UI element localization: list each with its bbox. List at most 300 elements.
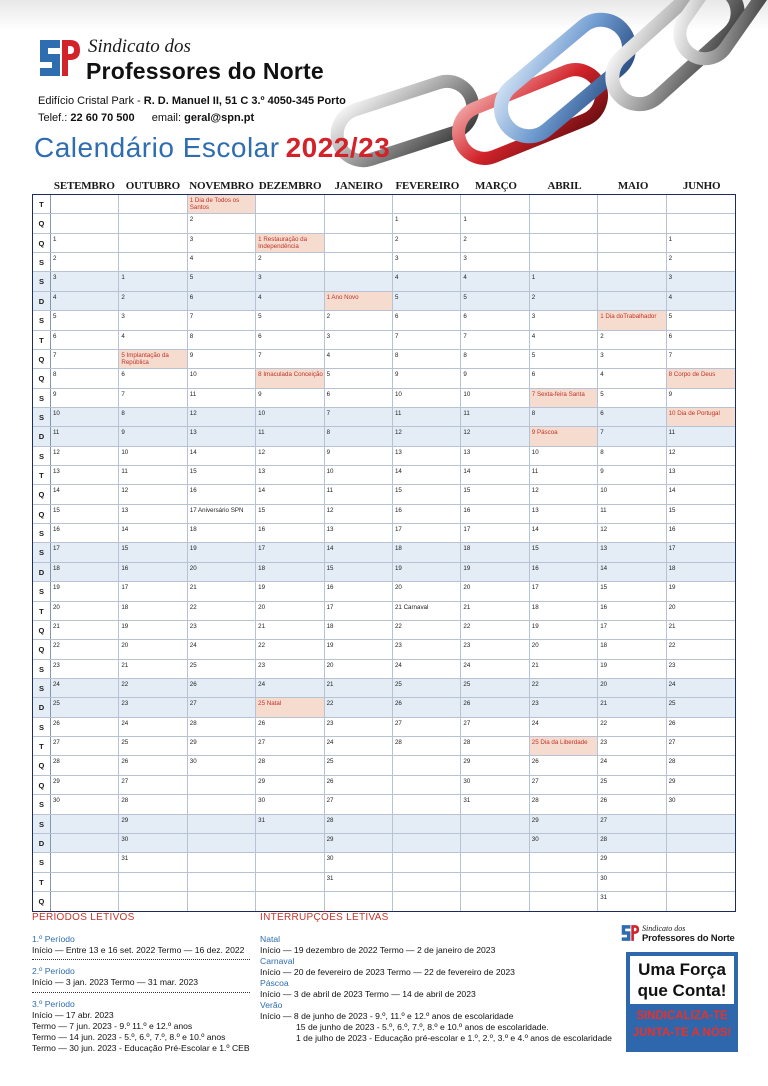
day-cell: 28 bbox=[325, 815, 393, 833]
day-cell: 26 bbox=[598, 795, 666, 813]
day-cell: 1 bbox=[393, 214, 461, 232]
day-cell: 12 bbox=[256, 447, 324, 465]
periodo-3-head: 3.º Período bbox=[32, 999, 75, 1009]
day-cell bbox=[393, 873, 461, 891]
day-cell bbox=[51, 853, 119, 871]
day-cell: 12 bbox=[598, 524, 666, 542]
weekday-label: Q bbox=[33, 234, 51, 252]
weekday-label: T bbox=[33, 873, 51, 891]
calendar-row bbox=[33, 718, 735, 737]
day-cell: 26 bbox=[256, 718, 324, 736]
day-cell: 23 bbox=[530, 698, 598, 716]
day-cell: 22 bbox=[325, 698, 393, 716]
calendar-row bbox=[33, 485, 735, 504]
day-cell: 28 bbox=[530, 795, 598, 813]
day-cell: 3 bbox=[188, 234, 256, 252]
holiday-cell: 1 Dia de Todos os Santos bbox=[188, 195, 256, 213]
day-cell: 6 bbox=[256, 331, 324, 349]
day-cell: 27 bbox=[256, 737, 324, 755]
day-cell: 17 bbox=[530, 582, 598, 600]
weekday-label: Q bbox=[33, 369, 51, 387]
day-cell: 22 bbox=[668, 642, 676, 650]
day-cell: 27 bbox=[461, 718, 529, 736]
day-cell: 24 bbox=[119, 718, 187, 736]
day-cell bbox=[325, 234, 393, 252]
day-cell bbox=[667, 834, 735, 852]
verao-line: Início — 8 de junho de 2023 - 9.º, 11.º e 12.º anos de escolaridade bbox=[260, 1011, 514, 1021]
day-cell: 27 bbox=[188, 698, 256, 716]
day-cell: 11 bbox=[256, 427, 324, 445]
day-cell: 13 bbox=[530, 505, 598, 523]
day-cell: 15 bbox=[256, 505, 324, 523]
calendar-row bbox=[33, 311, 735, 330]
day-cell: 8 bbox=[598, 447, 666, 465]
day-cell: 30 bbox=[119, 834, 187, 852]
day-cell: 22 bbox=[598, 718, 666, 736]
day-cell bbox=[530, 253, 598, 271]
day-cell: 29 bbox=[461, 756, 529, 774]
day-cell: 18 bbox=[530, 602, 598, 620]
day-cell: 31 bbox=[461, 795, 529, 813]
day-cell: 27 bbox=[119, 776, 187, 794]
day-cell: 5 bbox=[393, 292, 461, 310]
day-cell: 29 bbox=[668, 777, 676, 785]
email-label: email: bbox=[151, 112, 182, 124]
day-cell: 6 bbox=[598, 408, 666, 426]
day-cell: 22 bbox=[51, 640, 119, 658]
day-cell: 30 bbox=[256, 795, 324, 813]
day-cell: 20 bbox=[325, 660, 393, 678]
day-cell: 19 bbox=[598, 660, 666, 678]
day-cell: 28 bbox=[668, 758, 676, 766]
day-cell bbox=[393, 815, 461, 833]
day-cell bbox=[393, 756, 461, 774]
holiday-cell: 25 Natal bbox=[256, 698, 324, 716]
day-cell: 25 bbox=[393, 679, 461, 697]
day-cell: 24 bbox=[461, 660, 529, 678]
day-cell: 19 bbox=[51, 582, 119, 600]
day-cell: 25 bbox=[51, 698, 119, 716]
calendar-row bbox=[33, 369, 735, 388]
holiday-cell: 8 Imaculada Conceição bbox=[256, 369, 324, 387]
day-cell: 21 bbox=[598, 698, 666, 716]
day-cell: 9 bbox=[119, 427, 187, 445]
day-cell bbox=[188, 853, 256, 871]
day-cell: 6 bbox=[530, 369, 598, 387]
weekday-label: D bbox=[33, 563, 51, 581]
day-cell bbox=[51, 195, 119, 213]
day-cell: 13 bbox=[119, 505, 187, 523]
day-cell: 3 bbox=[51, 272, 119, 290]
day-cell bbox=[667, 195, 735, 213]
day-cell: 28 bbox=[393, 737, 461, 755]
periodo-3 bbox=[32, 999, 250, 1054]
day-cell bbox=[667, 815, 735, 833]
day-cell: 24 bbox=[530, 718, 598, 736]
promo-box[interactable] bbox=[620, 922, 738, 1052]
day-cell: 25 bbox=[325, 756, 393, 774]
day-cell: 27 bbox=[325, 795, 393, 813]
day-cell: 23 bbox=[325, 718, 393, 736]
day-cell: 20 bbox=[256, 602, 324, 620]
interrupcoes-title: INTERRUPÇÕES LETIVAS bbox=[260, 912, 389, 923]
day-cell: 11 bbox=[598, 505, 666, 523]
calendar-row bbox=[33, 815, 735, 834]
day-cell: 25 bbox=[461, 679, 529, 697]
weekday-label: S bbox=[33, 853, 51, 871]
day-cell: 18 bbox=[668, 564, 676, 572]
day-cell: 21 bbox=[325, 679, 393, 697]
day-cell: 13 bbox=[51, 466, 119, 484]
day-cell: 23 bbox=[461, 640, 529, 658]
day-cell bbox=[598, 214, 666, 232]
day-cell: 4 bbox=[51, 292, 119, 310]
day-cell: 8 bbox=[119, 408, 187, 426]
day-cell: 16 bbox=[188, 485, 256, 503]
weekday-label: S bbox=[33, 311, 51, 329]
day-cell: 16 bbox=[461, 505, 529, 523]
email-link[interactable]: geral@spn.pt bbox=[184, 112, 255, 124]
periodo-1 bbox=[32, 934, 244, 956]
day-cell: 11 bbox=[325, 485, 393, 503]
day-cell: 7 bbox=[393, 331, 461, 349]
day-cell: 29 bbox=[256, 776, 324, 794]
day-cell: 20 bbox=[598, 679, 666, 697]
day-cell: 14 bbox=[598, 563, 666, 581]
day-cell: 17 bbox=[51, 543, 119, 561]
calendar-row bbox=[33, 756, 735, 775]
day-cell: 5 bbox=[598, 389, 666, 407]
day-cell: 31 bbox=[119, 853, 187, 871]
weekday-label: S bbox=[33, 447, 51, 465]
day-cell: 17 bbox=[325, 602, 393, 620]
promo-call bbox=[630, 1008, 734, 1042]
day-cell: 12 bbox=[668, 448, 676, 456]
day-cell: 20 bbox=[668, 603, 676, 611]
day-cell: 30 bbox=[188, 756, 256, 774]
day-cell bbox=[461, 873, 529, 891]
day-cell: 15 bbox=[598, 582, 666, 600]
day-cell: 14 bbox=[668, 487, 676, 495]
day-cell: 10 bbox=[188, 369, 256, 387]
day-cell: 29 bbox=[325, 834, 393, 852]
day-cell: 11 bbox=[461, 408, 529, 426]
day-cell: 15 bbox=[461, 485, 529, 503]
weekday-label: Q bbox=[33, 485, 51, 503]
day-cell: 2 bbox=[325, 311, 393, 329]
day-cell: 24 bbox=[51, 679, 119, 697]
day-cell bbox=[188, 815, 256, 833]
address-lead: Edifício Cristal Park - bbox=[38, 95, 144, 107]
phone-number[interactable]: 22 60 70 500 bbox=[70, 112, 135, 124]
day-cell: 31 bbox=[325, 873, 393, 891]
day-cell: 30 bbox=[325, 853, 393, 871]
weekday-label: Q bbox=[33, 776, 51, 794]
periodo-3-line: Termo — 7 jun. 2023 - 9.º 11.º e 12.º anos bbox=[32, 1021, 193, 1031]
day-cell bbox=[598, 253, 666, 271]
weekday-label: Q bbox=[33, 214, 51, 232]
header bbox=[0, 0, 768, 180]
day-cell bbox=[530, 853, 598, 871]
day-cell bbox=[119, 253, 187, 271]
day-cell: 27 bbox=[668, 739, 676, 747]
calendar-row bbox=[33, 698, 735, 717]
day-cell: 17 bbox=[119, 582, 187, 600]
day-cell bbox=[119, 214, 187, 232]
calendar-row bbox=[33, 563, 735, 582]
day-cell: 25 bbox=[598, 776, 666, 794]
day-cell: 17 bbox=[668, 545, 676, 553]
day-cell: 9 bbox=[325, 447, 393, 465]
holiday-cell: 1 Ano Novo bbox=[325, 292, 393, 310]
weekday-label: S bbox=[33, 582, 51, 600]
interrupcoes-list bbox=[260, 934, 612, 1044]
calendar-row bbox=[33, 253, 735, 272]
day-cell: 1 bbox=[530, 272, 598, 290]
day-cell bbox=[256, 834, 324, 852]
pascoa-text: Início — 3 de abril de 2023 Termo — 14 de abril de 2023 bbox=[260, 989, 476, 999]
day-cell: 12 bbox=[188, 408, 256, 426]
day-cell: 2 bbox=[119, 292, 187, 310]
day-cell: 30 bbox=[51, 795, 119, 813]
holiday-cell: 9 Páscoa bbox=[530, 427, 598, 445]
day-cell: 13 bbox=[668, 468, 676, 476]
day-cell: 2 bbox=[461, 234, 529, 252]
weekday-label: D bbox=[33, 427, 51, 445]
weekday-label: T bbox=[33, 466, 51, 484]
day-cell: 7 bbox=[256, 350, 324, 368]
promo-org-big: Professores do Norte bbox=[642, 933, 735, 944]
day-cell: 23 bbox=[393, 640, 461, 658]
day-cell: 12 bbox=[325, 505, 393, 523]
calendar-row bbox=[33, 660, 735, 679]
weekday-label: S bbox=[33, 253, 51, 271]
day-cell: 13 bbox=[598, 543, 666, 561]
day-cell: 5 bbox=[256, 311, 324, 329]
day-cell: 9 bbox=[461, 369, 529, 387]
periodo-3-line: Início — 17 abr. 2023 bbox=[32, 1010, 114, 1020]
day-cell: 18 bbox=[325, 621, 393, 639]
day-cell bbox=[119, 234, 187, 252]
day-cell: 28 bbox=[461, 737, 529, 755]
day-cell: 29 bbox=[530, 815, 598, 833]
calendar-grid bbox=[32, 194, 736, 912]
day-cell: 11 bbox=[393, 408, 461, 426]
day-cell: 18 bbox=[393, 543, 461, 561]
day-cell: 20 bbox=[530, 640, 598, 658]
calendar-row bbox=[33, 389, 735, 408]
day-cell: 8 bbox=[51, 369, 119, 387]
day-cell: 31 bbox=[256, 815, 324, 833]
day-cell: 18 bbox=[461, 543, 529, 561]
day-cell: 8 bbox=[461, 350, 529, 368]
day-cell bbox=[393, 776, 461, 794]
month-header: DEZEMBRO bbox=[258, 180, 322, 192]
day-cell: 4 bbox=[393, 272, 461, 290]
day-cell bbox=[598, 272, 666, 290]
day-cell: 21 bbox=[461, 602, 529, 620]
org-name-small: Sindicato dos bbox=[88, 36, 191, 57]
holiday-cell: 7 Sexta-feira Santa bbox=[530, 389, 598, 407]
weekday-label: Q bbox=[33, 350, 51, 368]
day-cell: 24 bbox=[188, 640, 256, 658]
promo-slogan bbox=[630, 956, 734, 1004]
day-cell: 7 bbox=[188, 311, 256, 329]
day-cell: 4 bbox=[530, 331, 598, 349]
day-cell: 28 bbox=[188, 718, 256, 736]
day-cell: 11 bbox=[530, 466, 598, 484]
day-cell: 23 bbox=[256, 660, 324, 678]
day-cell: 27 bbox=[530, 776, 598, 794]
day-cell bbox=[393, 195, 461, 213]
day-cell: 5 bbox=[668, 313, 673, 321]
day-cell: 5 bbox=[51, 311, 119, 329]
weekday-label: S bbox=[33, 795, 51, 813]
promo-banner bbox=[626, 952, 738, 1052]
day-cell: 23 bbox=[598, 737, 666, 755]
day-cell bbox=[461, 815, 529, 833]
pascoa-head: Páscoa bbox=[260, 978, 289, 988]
day-cell: 18 bbox=[188, 524, 256, 542]
day-cell: 31 bbox=[598, 892, 666, 911]
day-cell: 26 bbox=[530, 756, 598, 774]
day-cell: 9 bbox=[256, 389, 324, 407]
weekday-label: D bbox=[33, 834, 51, 852]
calendar-row bbox=[33, 834, 735, 853]
day-cell: 15 bbox=[119, 543, 187, 561]
calendar-row bbox=[33, 350, 735, 369]
day-cell bbox=[393, 834, 461, 852]
day-cell bbox=[393, 853, 461, 871]
day-cell: 1 bbox=[51, 234, 119, 252]
weekday-label: S bbox=[33, 408, 51, 426]
day-cell bbox=[530, 214, 598, 232]
day-cell: 20 bbox=[119, 640, 187, 658]
promo-org-small: Sindicato dos bbox=[642, 924, 686, 933]
day-cell: 19 bbox=[668, 584, 676, 592]
day-cell: 21 bbox=[530, 660, 598, 678]
calendar-row bbox=[33, 427, 735, 446]
day-cell: 21 bbox=[119, 660, 187, 678]
day-cell: 10 bbox=[325, 466, 393, 484]
day-cell: 19 bbox=[325, 640, 393, 658]
periodo-1-head: 1.º Período bbox=[32, 934, 75, 944]
day-cell: 13 bbox=[461, 447, 529, 465]
day-cell bbox=[667, 873, 735, 891]
day-cell: 6 bbox=[393, 311, 461, 329]
holiday-cell: 25 Dia da Liberdade bbox=[530, 737, 598, 755]
month-header: NOVEMBRO bbox=[189, 180, 254, 192]
day-cell: 17 bbox=[461, 524, 529, 542]
day-cell: 18 bbox=[119, 602, 187, 620]
day-cell: 26 bbox=[188, 679, 256, 697]
day-cell: 14 bbox=[325, 543, 393, 561]
natal-text: Início — 19 dezembro de 2022 Termo — 2 de janeiro de 2023 bbox=[260, 945, 496, 955]
day-cell bbox=[188, 795, 256, 813]
day-cell: 22 bbox=[461, 621, 529, 639]
day-cell: 24 bbox=[598, 756, 666, 774]
day-cell: 16 bbox=[119, 563, 187, 581]
calendar-row bbox=[33, 621, 735, 640]
day-cell: 17 Aniversário SPN bbox=[188, 505, 256, 523]
day-cell: 16 bbox=[598, 602, 666, 620]
day-cell: 28 bbox=[256, 756, 324, 774]
day-cell bbox=[188, 776, 256, 794]
day-cell: 11 bbox=[51, 427, 119, 445]
calendar-row bbox=[33, 873, 735, 892]
day-cell: 9 bbox=[393, 369, 461, 387]
calendar-row bbox=[33, 543, 735, 562]
day-cell: 16 bbox=[530, 563, 598, 581]
weekday-label: S bbox=[33, 524, 51, 542]
calendar-row bbox=[33, 195, 735, 214]
day-cell: 26 bbox=[393, 698, 461, 716]
day-cell: 4 bbox=[598, 369, 666, 387]
day-cell: 15 bbox=[668, 506, 676, 514]
month-header: SETEMBRO bbox=[53, 180, 115, 192]
day-cell: 6 bbox=[119, 369, 187, 387]
day-cell: 15 bbox=[393, 485, 461, 503]
day-cell bbox=[598, 195, 666, 213]
day-cell: 27 bbox=[598, 815, 666, 833]
day-cell: 13 bbox=[256, 466, 324, 484]
day-cell bbox=[51, 873, 119, 891]
weekday-label: S bbox=[33, 389, 51, 407]
calendar-row bbox=[33, 679, 735, 698]
calendar bbox=[32, 178, 736, 912]
day-cell: 2 bbox=[188, 214, 256, 232]
day-cell: 6 bbox=[668, 332, 673, 340]
day-cell: 14 bbox=[256, 485, 324, 503]
natal-head: Natal bbox=[260, 934, 281, 944]
day-cell: 7 bbox=[461, 331, 529, 349]
org-name-big: Professores do Norte bbox=[86, 58, 324, 84]
title-year: 2022/23 bbox=[285, 132, 391, 163]
divider bbox=[32, 992, 250, 993]
day-cell: 28 bbox=[51, 756, 119, 774]
calendar-row bbox=[33, 292, 735, 311]
verao-line: 1 de julho de 2023 - Educação pré-escolar e 1.º, 2.º, 3.º e 4.º anos de escolaridade bbox=[296, 1033, 612, 1043]
day-cell: 20 bbox=[393, 582, 461, 600]
day-cell bbox=[119, 873, 187, 891]
weekday-label: T bbox=[33, 331, 51, 349]
address bbox=[38, 95, 346, 107]
calendar-row bbox=[33, 447, 735, 466]
day-cell bbox=[598, 234, 666, 252]
weekday-label: S bbox=[33, 815, 51, 833]
day-cell: 28 bbox=[119, 795, 187, 813]
day-cell: 8 bbox=[325, 427, 393, 445]
month-header: JANEIRO bbox=[334, 180, 383, 192]
day-cell: 24 bbox=[393, 660, 461, 678]
day-cell: 19 bbox=[393, 563, 461, 581]
calendar-row bbox=[33, 776, 735, 795]
calendar-row bbox=[33, 331, 735, 350]
day-cell: 23 bbox=[51, 660, 119, 678]
day-cell: 5 bbox=[530, 350, 598, 368]
weekday-label: T bbox=[33, 602, 51, 620]
day-cell bbox=[119, 195, 187, 213]
weekday-label: D bbox=[33, 292, 51, 310]
day-cell: 9 bbox=[51, 389, 119, 407]
day-cell bbox=[256, 853, 324, 871]
spn-logo-icon bbox=[620, 922, 640, 944]
call-line: JUNTA-TE A NÓS! bbox=[632, 1027, 732, 1039]
day-cell: 8 bbox=[530, 408, 598, 426]
calendar-row bbox=[33, 234, 735, 253]
periodo-2 bbox=[32, 966, 198, 988]
day-cell bbox=[530, 873, 598, 891]
